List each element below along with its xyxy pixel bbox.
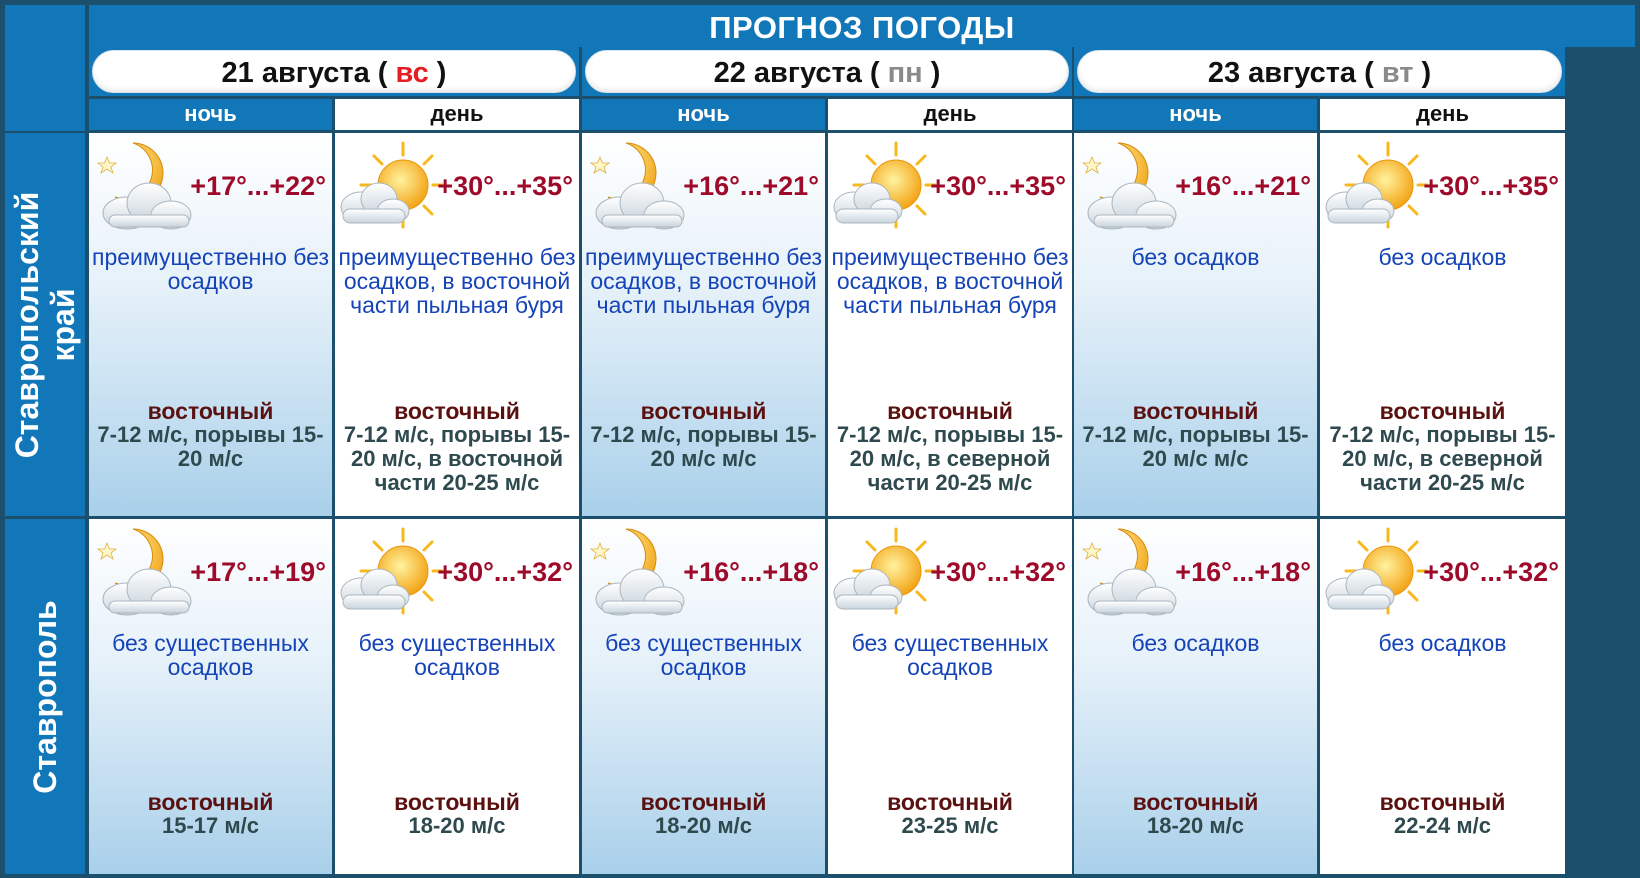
condition-text: без осадков	[1378, 244, 1507, 270]
forecast-cell	[1074, 133, 1317, 516]
wind-info	[1076, 790, 1315, 838]
wind-direction: восточный	[1379, 398, 1506, 424]
date-header	[1074, 47, 1565, 96]
temperature: +17°...+19°	[190, 557, 326, 587]
temperature: +30°...+35°	[437, 171, 573, 201]
day-of-week: вс	[395, 57, 429, 89]
wind-direction: восточный	[640, 398, 767, 424]
forecast-cell	[582, 133, 825, 516]
region-cell	[5, 519, 85, 874]
region-name: Ставрополь	[27, 599, 63, 794]
wind-speed: 7-12 м/с, порывы 15-20 м/с м/с	[1082, 422, 1309, 471]
region-name: Ставропольский край	[9, 191, 81, 458]
wind-speed: 18-20 м/с	[408, 813, 506, 838]
condition-text: без существенных осадков	[358, 630, 556, 680]
date-pill	[1077, 50, 1562, 93]
moon-cloud-icon	[1078, 137, 1182, 235]
corner-cell	[5, 5, 85, 131]
moon-cloud-icon	[586, 137, 690, 235]
wind-speed: 7-12 м/с, порывы 15-20 м/с, в восточной части 20-25 м/с	[343, 422, 571, 495]
wind-speed: 23-25 м/с	[901, 813, 999, 838]
forecast-cell	[1320, 133, 1565, 516]
date-text: 21 августа	[221, 57, 370, 89]
wind-info	[584, 399, 823, 471]
wind-direction: восточный	[394, 789, 520, 815]
wind-direction: восточный	[1132, 398, 1259, 424]
sun-cloud-icon	[1324, 137, 1428, 235]
wind-direction: восточный	[394, 398, 520, 424]
wind-direction: восточный	[147, 789, 274, 815]
forecast-cell	[89, 519, 332, 874]
period-day-label: день	[1320, 99, 1565, 130]
wind-info	[1322, 399, 1563, 495]
temperature: +16°...+18°	[683, 557, 819, 587]
date-text: 23 августа	[1207, 57, 1357, 89]
condition-text: без осадков	[1131, 630, 1260, 656]
moon-cloud-icon	[93, 523, 197, 621]
condition-text: без существенных осадков	[112, 630, 309, 680]
condition-text: преимущественно без осадков, в восточной части пыльная буря	[338, 244, 576, 318]
day-of-week: пн	[887, 57, 923, 89]
condition-text: без осадков	[1131, 244, 1260, 270]
sun-cloud-icon	[1324, 523, 1428, 621]
wind-info	[830, 399, 1070, 495]
temperature: +30°...+32°	[1423, 557, 1559, 587]
forecast-cell	[335, 133, 579, 516]
temperature: +16°...+18°	[1175, 557, 1311, 587]
wind-info	[337, 399, 577, 495]
paren-close: )	[428, 57, 447, 89]
forecast-cell	[828, 519, 1072, 874]
wind-direction: восточный	[887, 398, 1013, 424]
period-night-label: ночь	[1074, 99, 1317, 130]
period-night-label: ночь	[89, 99, 332, 130]
region-cell	[5, 133, 85, 516]
paren-close: )	[1413, 57, 1432, 89]
wind-speed: 22-24 м/с	[1393, 813, 1491, 838]
forecast-cell	[335, 519, 579, 874]
wind-info	[91, 399, 330, 471]
wind-info	[91, 790, 330, 838]
wind-speed: 15-17 м/с	[161, 813, 259, 838]
date-pill	[585, 50, 1069, 93]
wind-info	[1322, 790, 1563, 838]
sun-cloud-icon	[832, 137, 936, 235]
page-title: ПРОГНОЗ ПОГОДЫ	[89, 5, 1635, 47]
wind-speed: 7-12 м/с, порывы 15-20 м/с, в северной части 20-25 м/с	[1329, 422, 1556, 495]
paren-open: (	[861, 57, 888, 89]
condition-text: преимущественно без осадков	[91, 244, 330, 294]
moon-cloud-icon	[586, 523, 690, 621]
temperature: +30°...+35°	[930, 171, 1066, 201]
date-header	[89, 47, 579, 96]
wind-speed: 7-12 м/с, порывы 15-20 м/с	[97, 422, 324, 471]
day-of-week: вт	[1381, 57, 1414, 89]
forecast-cell	[828, 133, 1072, 516]
wind-direction: восточный	[887, 789, 1013, 815]
period-day-label: день	[828, 99, 1072, 130]
forecast-cell	[1074, 519, 1317, 874]
temperature: +17°...+22°	[190, 171, 326, 201]
wind-info	[584, 790, 823, 838]
date-pill	[92, 50, 576, 93]
sun-cloud-icon	[832, 523, 936, 621]
wind-speed: 7-12 м/с, порывы 15-20 м/с, в северной части 20-25 м/с	[836, 422, 1064, 495]
condition-text: преимущественно без осадков, в восточной части пыльная буря	[831, 244, 1069, 318]
date-text: 22 августа	[713, 57, 862, 89]
wind-speed: 18-20 м/с	[1146, 813, 1244, 838]
paren-close: )	[922, 57, 941, 89]
temperature: +16°...+21°	[1175, 171, 1311, 201]
moon-cloud-icon	[1078, 523, 1182, 621]
wind-speed: 18-20 м/с	[654, 813, 752, 838]
wind-direction: восточный	[147, 398, 274, 424]
temperature: +16°...+21°	[683, 171, 819, 201]
paren-open: (	[1356, 57, 1382, 89]
period-day-label: день	[335, 99, 579, 130]
condition-text: без существенных осадков	[851, 630, 1049, 680]
wind-speed: 7-12 м/с, порывы 15-20 м/с м/с	[590, 422, 817, 471]
condition-text: преимущественно без осадков, в восточной части пыльная буря	[584, 244, 823, 318]
wind-info	[1076, 399, 1315, 471]
wind-direction: восточный	[1132, 789, 1259, 815]
wind-direction: восточный	[1379, 789, 1506, 815]
temperature: +30°...+32°	[930, 557, 1066, 587]
wind-direction: восточный	[640, 789, 767, 815]
sun-cloud-icon	[339, 523, 443, 621]
sun-cloud-icon	[339, 137, 443, 235]
forecast-cell	[582, 519, 825, 874]
forecast-cell	[89, 133, 332, 516]
date-header	[582, 47, 1072, 96]
forecast-cell	[1320, 519, 1565, 874]
temperature: +30°...+32°	[437, 557, 573, 587]
period-night-label: ночь	[582, 99, 825, 130]
wind-info	[337, 790, 577, 838]
condition-text: без осадков	[1378, 630, 1507, 656]
paren-open: (	[369, 57, 396, 89]
wind-info	[830, 790, 1070, 838]
moon-cloud-icon	[93, 137, 197, 235]
condition-text: без существенных осадков	[605, 630, 802, 680]
temperature: +30°...+35°	[1423, 171, 1559, 201]
